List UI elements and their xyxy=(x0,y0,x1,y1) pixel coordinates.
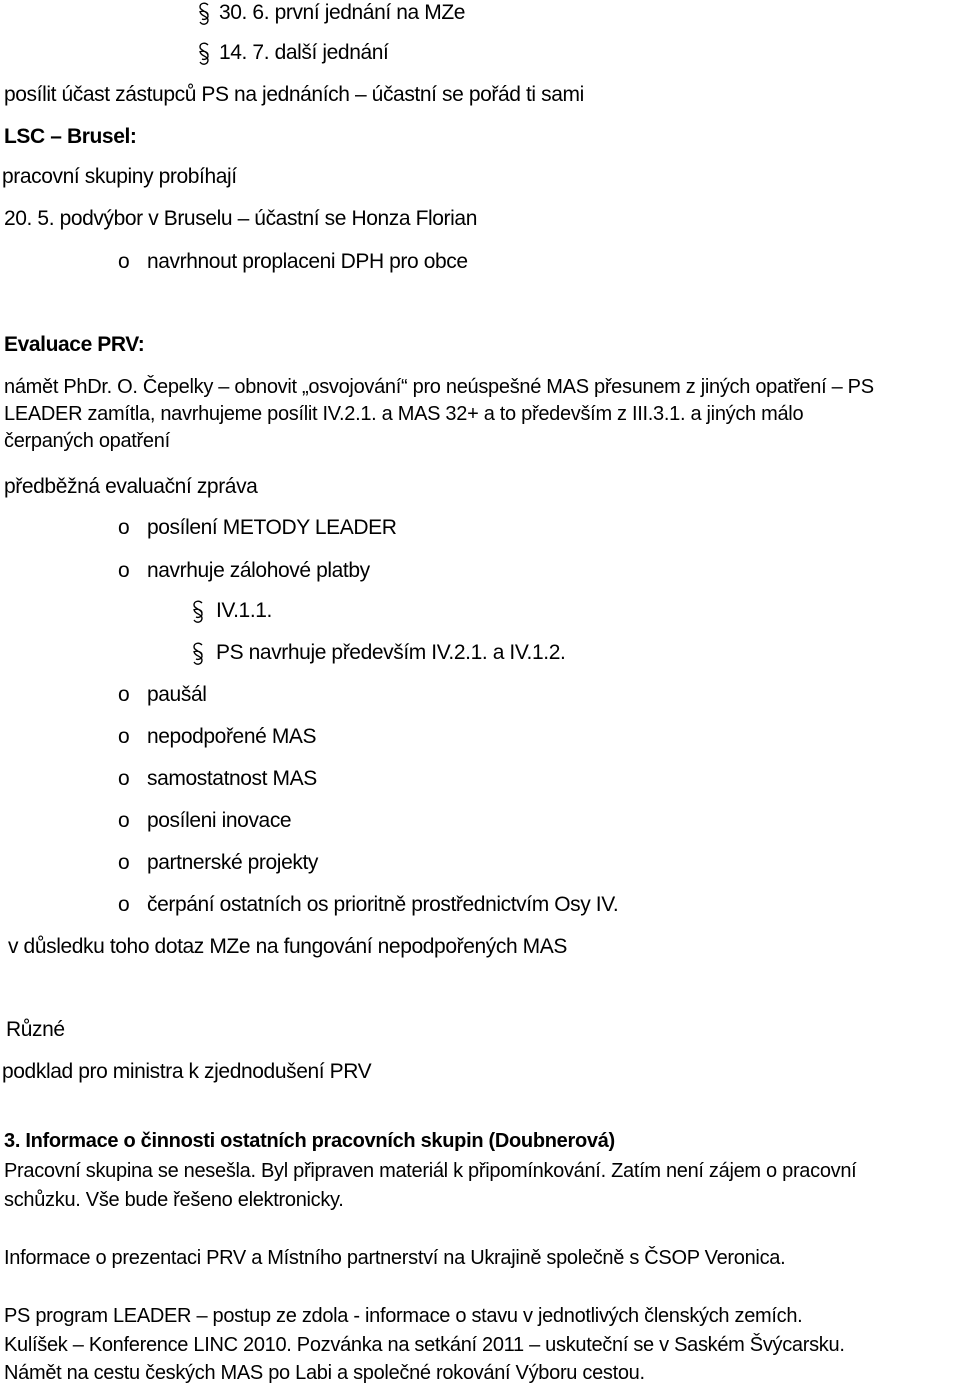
paragraph-line: Pracovní skupina se nesešla. Byl připraven materiál k připomínkování. Zatím není zájem o pracovní xyxy=(4,1160,857,1182)
text-line: předběžná evaluační zpráva xyxy=(4,475,258,498)
item-next-meeting: 14. 7. další jednání xyxy=(219,41,389,64)
section-sign-icon xyxy=(190,600,206,624)
paragraph-line: schůzku. Vše bude řešeno elektronicky. xyxy=(4,1189,344,1211)
bullet-marker: o xyxy=(118,683,130,706)
text-line: v důsledku toho dotaz MZe na fungování nepodpořených MAS xyxy=(8,935,567,958)
bullet-marker: o xyxy=(118,250,130,273)
bullet-marker: o xyxy=(118,559,130,582)
paragraph-line: námět PhDr. O. Čepelky – obnovit „osvojování“ pro neúspešné MAS přesunem z jiných opatření – PS xyxy=(4,376,874,398)
section-sign-icon xyxy=(196,2,212,26)
paragraph-line: Informace o prezentaci PRV a Místního partnerství na Ukrajině společně s ČSOP Veronica. xyxy=(4,1247,786,1269)
bullet-marker: o xyxy=(118,809,130,832)
sub-bullet-item: IV.1.1. xyxy=(216,599,272,622)
bullet-marker: o xyxy=(118,767,130,790)
bullet-item: paušál xyxy=(147,683,207,706)
bullet-marker: o xyxy=(118,725,130,748)
bullet-item: navrhuje zálohové platby xyxy=(147,559,370,582)
bullet-item: nepodpořené MAS xyxy=(147,725,317,748)
item-first-meeting: 30. 6. první jednání na MZe xyxy=(219,1,466,24)
bullet-item: posílení METODY LEADER xyxy=(147,516,397,539)
text-line: posílit účast zástupců PS na jednáních – účastní se pořád ti sami xyxy=(4,83,584,106)
section-sign-icon xyxy=(190,642,206,666)
section-heading-3: 3. Informace o činnosti ostatních pracovních skupin (Doubnerová) xyxy=(4,1130,615,1152)
bullet-item: posíleni inovace xyxy=(147,809,292,832)
bullet-marker: o xyxy=(118,893,130,916)
paragraph-line: PS program LEADER – postup ze zdola - informace o stavu v jednotlivých členských zemích. xyxy=(4,1305,803,1327)
bullet-marker: o xyxy=(118,516,130,539)
section-heading-ruzne: Různé xyxy=(6,1018,65,1041)
bullet-item: čerpání ostatních os prioritně prostřednictvím Osy IV. xyxy=(147,893,619,916)
section-heading-evaluace: Evaluace PRV: xyxy=(4,333,145,356)
text-line: 20. 5. podvýbor v Bruselu – účastní se Honza Florian xyxy=(4,207,477,230)
bullet-item: partnerské projekty xyxy=(147,851,318,874)
text-line: pracovní skupiny probíhají xyxy=(2,165,237,188)
text-line: podklad pro ministra k zjednodušení PRV xyxy=(2,1060,372,1083)
bullet-item: navrhnout proplaceni DPH pro obce xyxy=(147,250,468,273)
bullet-marker: o xyxy=(118,851,130,874)
paragraph-line: Kulíšek – Konference LINC 2010. Pozvánka na setkání 2011 – uskuteční se v Saském Švýcarsku. xyxy=(4,1334,845,1356)
paragraph-line: LEADER zamítla, navrhujeme posílit IV.2.1. a MAS 32+ a to především z III.3.1. a jiných málo xyxy=(4,403,804,425)
paragraph-line: čerpaných opatření xyxy=(4,430,170,452)
section-heading-lsc: LSC – Brusel: xyxy=(4,125,137,148)
sub-bullet-item: PS navrhuje především IV.2.1. a IV.1.2. xyxy=(216,641,566,664)
bullet-item: samostatnost MAS xyxy=(147,767,317,790)
paragraph-line: Námět na cestu českých MAS po Labi a společné rokování Výboru cestou. xyxy=(4,1362,645,1384)
section-sign-icon xyxy=(196,42,212,66)
